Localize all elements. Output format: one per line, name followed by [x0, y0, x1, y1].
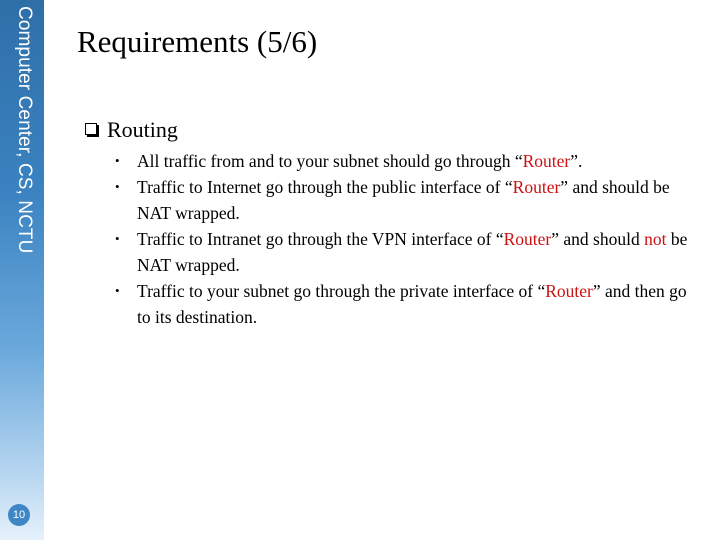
list-item	[113, 174, 693, 226]
item-text: Traffic to your subnet go through the private interface of “	[137, 281, 546, 301]
item-text: ” and should be NAT wrapped.	[137, 177, 670, 223]
item-text: ”.	[570, 151, 583, 171]
item-text: Traffic to Intranet go through the VPN interface of “	[137, 229, 504, 249]
item-text: Traffic to Internet go through the public interface of “	[137, 177, 513, 197]
router-keyword: Router	[512, 177, 561, 197]
router-keyword: Router	[545, 281, 593, 301]
bullet-dot-icon: •	[115, 231, 120, 246]
item-text: be NAT wrapped.	[137, 229, 688, 275]
router-keyword: Router	[503, 229, 552, 249]
list-item	[113, 226, 693, 278]
not-keyword: not	[644, 229, 667, 249]
bullet-dot-icon: •	[115, 153, 120, 168]
item-text: ” and should	[551, 229, 645, 249]
routing-rules-list	[113, 148, 693, 330]
sidebar-band	[0, 0, 44, 540]
checkbox-bullet-icon	[85, 123, 97, 135]
router-keyword: Router	[522, 151, 571, 171]
bullet-dot-icon: •	[115, 179, 120, 194]
sidebar-org-label: Computer Center, CS, NCTU	[14, 6, 35, 254]
bullet-dot-icon: •	[115, 283, 120, 298]
section-label: Routing	[107, 117, 178, 142]
slide-title: Requirements (5/6)	[77, 24, 318, 59]
list-item	[113, 148, 693, 174]
page-number-badge: 10	[8, 504, 30, 526]
item-text: ” and then go to its destination.	[137, 281, 687, 327]
item-text: All traffic from and to your subnet should go through “	[137, 151, 523, 171]
list-item	[113, 278, 693, 330]
